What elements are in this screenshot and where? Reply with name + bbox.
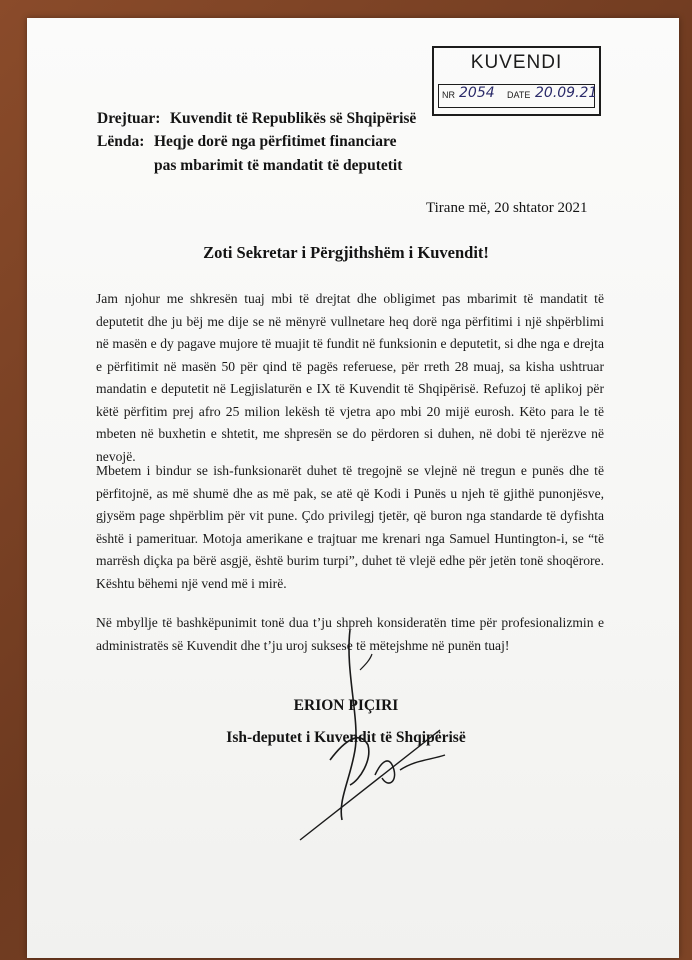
stamp-nr-value: 2054 (459, 85, 495, 101)
signer-name: ERION PIÇIRI (293, 697, 399, 714)
stamp-date-label: DATE (507, 90, 531, 100)
stamp-title: KUVENDI (470, 52, 563, 73)
recipient-value: Kuvendit të Republikës së Shqipërisë (170, 110, 417, 127)
kuvendi-stamp (432, 46, 601, 116)
subject-label: Lënda: (97, 133, 145, 150)
stamp-number-date-row (438, 84, 598, 108)
subject-line-2: pas mbarimit të mandatit të deputetit (154, 157, 403, 174)
signer-title: Ish-deputet i Kuvendit të Shqipërisë (226, 729, 466, 746)
stamp-nr-label: NR (442, 90, 455, 100)
stamp-date-value: 20.09.21 (535, 85, 598, 101)
subject-line-1: Heqje dorë nga përfitimet financiare (154, 133, 397, 150)
handwritten-signature (290, 610, 470, 850)
salutation: Zoti Sekretar i Përgjithshëm i Kuvendit! (203, 243, 489, 262)
place-and-date: Tirane më, 20 shtator 2021 (426, 200, 588, 216)
paragraph-3: Në mbyllje të bashkëpunimit tonë dua t’ju shpreh konsideratën time për profesionalizmin e administratës së Kuvendit dhe t’ju uroj suksese të mëtejshme në punën tuaj! (96, 615, 604, 653)
paragraph-2: Mbetem i bindur se ish-funksionarët duhet të tregojnë se vlejnë në tregun e punës dhe të përfitojnë, as më shumë dhe as më pak, se atë që Kodi i Punës u njeh të gjithë punonjësve, gjysëm page shpërblim për vit pune. Çdo privilegj tjetër, që buron nga standarde të dyfishta është i pamerituar. Motoja amerikane e trajtuar me krenari nga Samuel Huntington-i, se “të marrësh diçka pa bërë asgjë, është burim turpi”, duhet të vlejë edhe për jetën tonë shoqërore. Kështu bëhemi një vend më i mirë. (96, 463, 604, 591)
paragraph-1: Jam njohur me shkresën tuaj mbi të drejtat dhe obligimet pas mbarimit të mandatit të deputetit dhe ju bëj me dije se në mënyrë vullnetare heq dorë nga përfitimi i një shpërblimi në masën e dy pagave mujore të muajit të fundit në funksionin e deputetit, si dhe nga e drejta e përfitimit në masën 50 për qind të pagës referuese, për rreth 28 muaj, sa kisha ushtruar mandatin e deputetit në Legjislaturën e IX të Kuvendit të Shqipërisë. Refuzoj të aplikoj për këtë përfitim prej afro 25 milion lekësh të vjetra apo mbi 20 mijë eurosh. Këto para le të mbeten në buxhetin e shtetit, me shpresën se do përdoren si duhen, në dobi të njerëzve në nevojë. (96, 291, 604, 464)
recipient-label: Drejtuar: (97, 110, 161, 127)
